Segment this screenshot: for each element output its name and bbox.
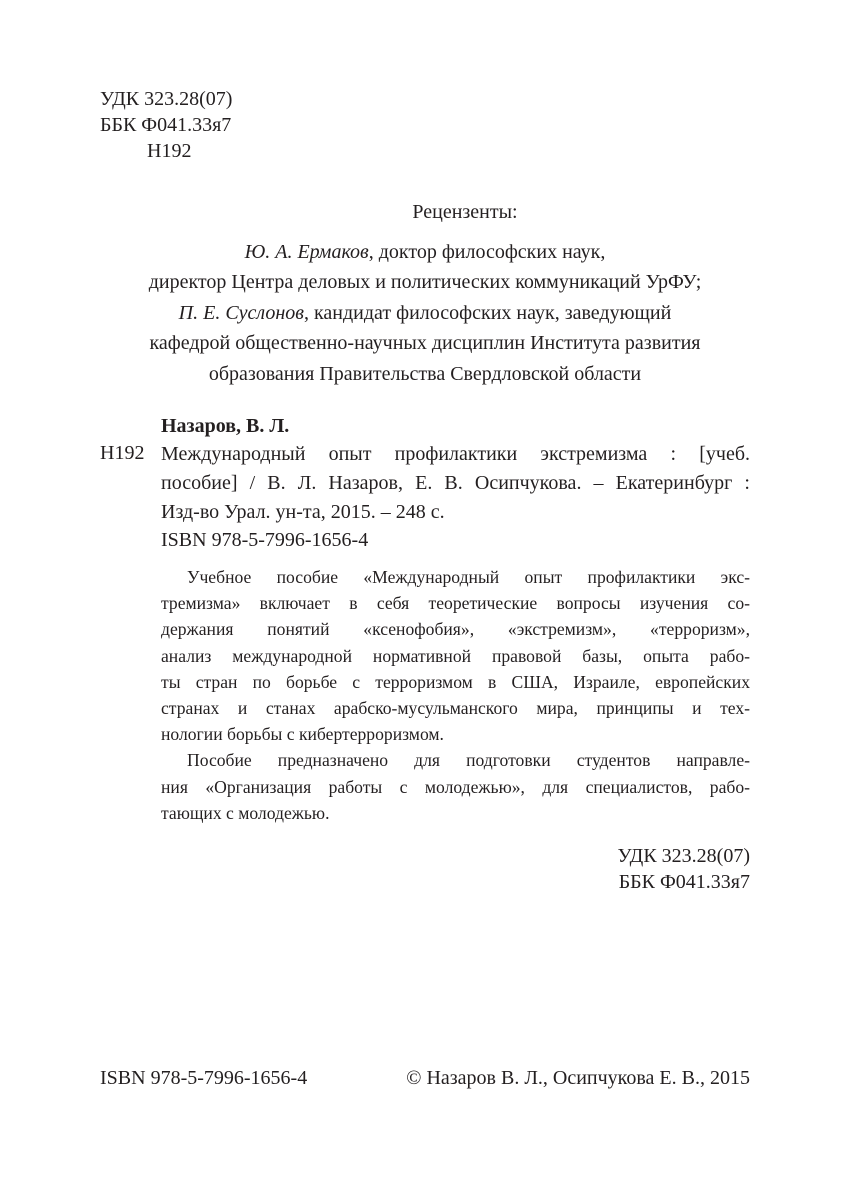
footer-copyright: © Назаров В. Л., Осипчукова Е. В., 2015 <box>406 1067 750 1089</box>
reviewer-2-title: , кандидат философских наук, заведующий <box>303 301 672 324</box>
annotation-line: странах и станах арабско-мусульманского мира, принципы и тех- <box>161 698 750 719</box>
bibliography-isbn: ISBN 978-5-7996-1656-4 <box>161 529 369 551</box>
bibliography-entry <box>161 440 750 527</box>
annotation-line: тремизма» включает в себя теоретические вопросы изучения со- <box>161 593 750 614</box>
classification-top <box>100 86 232 164</box>
reviewers-heading: Рецензенты: <box>412 201 518 223</box>
bibliography-line: Международный опыт профилактики экстремизма : [учеб. <box>161 443 750 465</box>
annotation-line: ния «Организация работы с молодежью», для специалистов, рабо- <box>161 776 750 797</box>
bibliography-line: Изд-во Урал. ун-та, 2015. – 248 с. <box>161 501 445 523</box>
annotation-line: держания понятий «ксенофобия», «экстремизм», «терроризм», <box>161 619 750 640</box>
annotation-line: анализ международной нормативной правовой базы, опыта рабо- <box>161 645 750 666</box>
udk-code: УДК 323.28(07) <box>100 88 233 110</box>
annotation-line: Пособие предназначено для подготовки студентов направле- <box>187 750 750 771</box>
annotation-line: Учебное пособие «Международный опыт профилактики экс- <box>187 567 750 587</box>
udk-code-bottom: УДК 323.28(07) <box>617 845 750 867</box>
bbk-code: ББК Ф041.33я7 <box>100 114 232 136</box>
annotation <box>161 564 750 826</box>
bbk-code-bottom: ББК Ф041.33я7 <box>618 871 750 893</box>
bibliography-line: пособие] / В. Л. Назаров, Е. В. Осипчукова. – Екатеринбург : <box>161 472 750 494</box>
reviewer-2-line-2: кафедрой общественно-научных дисциплин Института развития <box>149 332 701 354</box>
bibliography-author: Назаров, В. Л. <box>161 415 290 437</box>
classification-bottom <box>600 843 750 895</box>
bibliography-code: Н192 <box>100 442 145 464</box>
annotation-line: нологии борьбы с кибертерроризмом. <box>161 724 444 745</box>
annotation-line: ты стран по борьбе с терроризмом в США, Израиле, европейских <box>161 671 750 692</box>
reviewer-1-line-2: директор Центра деловых и политических коммуникаций УрФУ; <box>148 271 702 293</box>
reviewer-1-title: , доктор философских наук, <box>368 240 606 263</box>
reviewer-2-line-3: образования Правительства Свердловской области <box>208 362 642 385</box>
reviewer-2-name: П. Е. Суслонов <box>178 301 304 324</box>
annotation-line: тающих с молодежью. <box>161 802 330 823</box>
reviewer-2-line-1 <box>100 298 750 329</box>
footer-isbn: ISBN 978-5-7996-1656-4 <box>100 1067 308 1089</box>
reviewers-block <box>100 197 750 389</box>
author-mark: Н192 <box>147 140 192 162</box>
reviewer-1-line-1 <box>100 237 750 268</box>
reviewer-1-name: Ю. А. Ермаков <box>244 240 369 263</box>
